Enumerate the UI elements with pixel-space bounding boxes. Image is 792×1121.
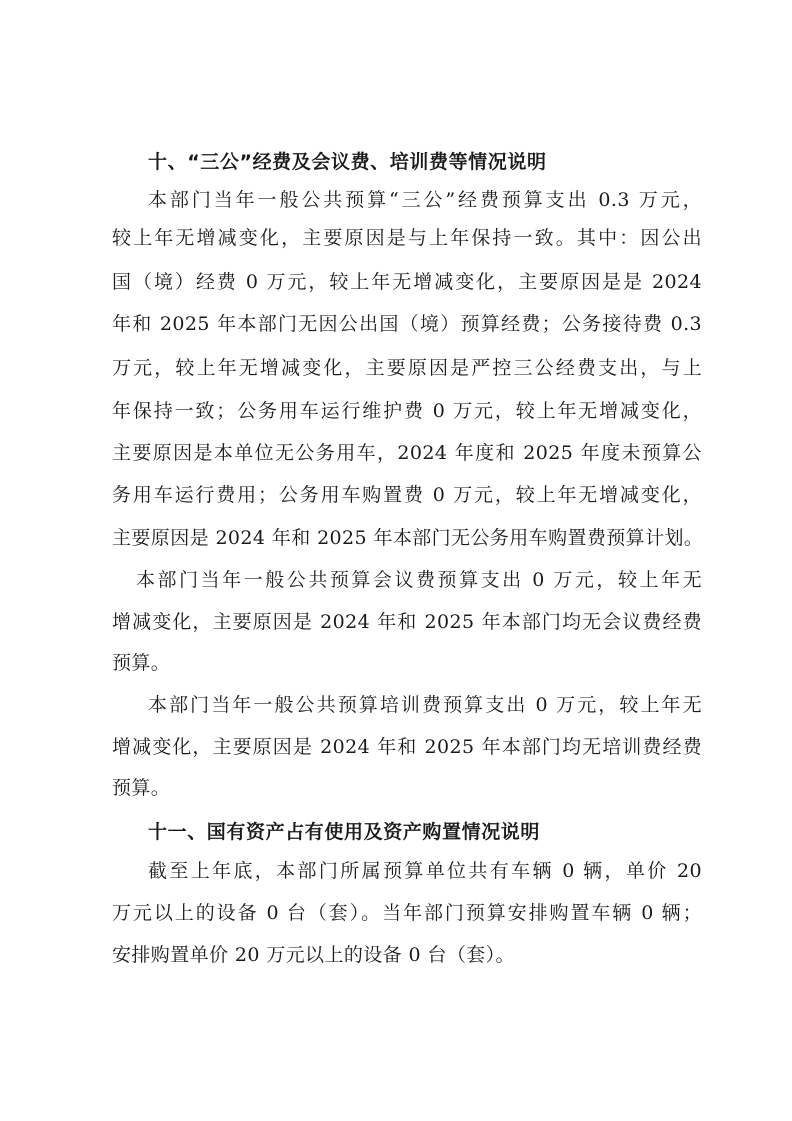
s10-p2-line-1: 本部门当年一般公共预算会议费预算支出 0 万元，较上年无	[136, 569, 702, 591]
section-11-heading: 十一、国有资产占有使用及资产购置情况说明	[148, 821, 541, 843]
s10-p3-line-1: 本部门当年一般公共预算培训费预算支出 0 万元，较上年无	[148, 694, 702, 716]
s10-p2-line-2: 增减变化，主要原因是 2024 年和 2025 年本部门均无会议费经费	[112, 611, 702, 633]
s11-p1-line-2: 万元以上的设备 0 台（套）。当年部门预算安排购置车辆 0 辆；	[112, 902, 702, 924]
s10-p3-line-2: 增减变化，主要原因是 2024 年和 2025 年本部门均无培训费经费	[112, 736, 702, 758]
s10-p3-line-3: 预算。	[112, 777, 171, 799]
s10-p1-line-9: 主要原因是 2024 年和 2025 年本部门无公务用车购置费预算计划。	[112, 527, 704, 549]
s10-p1-line-3: 国（境）经费 0 万元，较上年无增减变化，主要原因是是 2024	[112, 271, 702, 293]
s10-p2-line-3: 预算。	[112, 652, 171, 674]
s11-p1-line-1: 截至上年底，本部门所属预算单位共有车辆 0 辆，单价 20	[148, 860, 702, 882]
s10-p1-line-8: 务用车运行费用；公务用车购置费 0 万元，较上年无增减变化，	[112, 484, 702, 506]
section-10-heading: 十、“三公”经费及会议费、培训费等情况说明	[148, 151, 547, 173]
s10-p1-line-4: 年和 2025 年本部门无因公出国（境）预算经费；公务接待费 0.3	[112, 313, 702, 335]
s10-p1-line-1: 本部门当年一般公共预算“三公”经费预算支出 0.3 万元，	[148, 189, 702, 211]
s10-p1-line-7: 主要原因是本单位无公务用车，2024 年度和 2025 年度未预算公	[112, 442, 702, 464]
s10-p1-line-5: 万元，较上年无增减变化，主要原因是严控三公经费支出，与上	[112, 357, 702, 379]
s10-p1-line-2: 较上年无增减变化，主要原因是与上年保持一致。其中：因公出	[112, 227, 702, 249]
s10-p1-line-6: 年保持一致；公务用车运行维护费 0 万元，较上年无增减变化，	[112, 400, 702, 422]
s11-p1-line-3: 安排购置单价 20 万元以上的设备 0 台（套）。	[112, 944, 515, 966]
